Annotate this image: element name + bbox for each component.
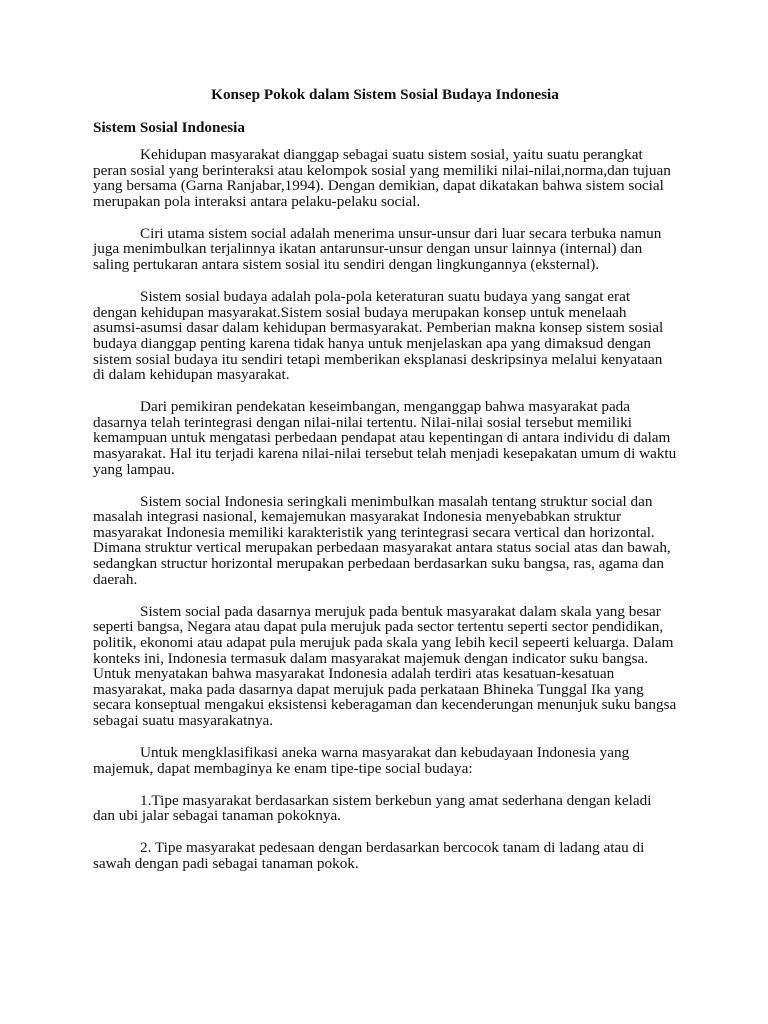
section-heading: Sistem Sosial Indonesia: [93, 119, 245, 136]
list-item-paragraph: 1.Tipe masyarakat berdasarkan sistem berkebun yang amat sederhana dengan keladi dan ubi jalar sebagai tanaman pokoknya.: [93, 791, 652, 825]
paragraph: Kehidupan masyarakat dianggap sebagai suatu sistem sosial, yaitu suatu perangkat peran sosial yang berinteraksi atau kelompok sosial yang memiliki nilai-nilai,norma,dan tujuan yang bersama (Garna Ranjabar,1994). Dengan demikian, dapat dikatakan bahwa sistem social merupakan pola interaksi antara pelaku-pelaku social.: [93, 146, 671, 210]
paragraph: Ciri utama sistem social adalah menerima unsur-unsur dari luar secara terbuka namun juga menimbulkan terjalinnya ikatan antarunsur-unsur dengan unsur lainnya (internal) dan saling pertukaran antara sistem sosial itu sendiri dengan lingkungannya (eksternal).: [93, 224, 662, 274]
paragraph: Sistem social Indonesia seringkali menimbulkan masalah tentang struktur social dan masalah integrasi nasional, kemajemukan masyarakat Indonesia menyebabkan struktur masyarakat Indonesia memiliki karakteristik yang terintegrasi secara vertical dan horizontal. Dimana struktur vertical merupakan perbedaan masyarakat antara status social atas dan bawah, sedangkan structur horizontal merupakan perbedaan berdasarkan suku bangsa, ras, agama dan daerah.: [93, 492, 671, 588]
paragraph: Sistem social pada dasarnya merujuk pada bentuk masyarakat dalam skala yang besar seperti bangsa, Negara atau dapat pula merujuk pada sector tertentu seperti sector pendidikan, politik, ekonomi atau adapat pula merujuk pada skala yang lebih kecil sepeerti keluarga. Dalam konteks ini, Indonesia termasuk dalam masyarakat majemuk dengan indicator suku bangsa. Untuk menyatakan bahwa masyarakat Indonesia adalah terdiri atas kesatuan-kesatuan masyarakat, maka pada dasarnya dapat merujuk pada perkataan Bhineka Tunggal Ika yang secara konseptual mengakui eksistensi keberagaman dan kecenderungan menunjuk suku bangsa sebagai suatu masyarakatnya.: [93, 602, 677, 729]
paragraph: Sistem sosial budaya adalah pola-pola keteraturan suatu budaya yang sangat erat dengan kehidupan masyarakat.Sistem sosial budaya merupakan konsep untuk menelaah asumsi-asumsi dasar dalam kehidupan bermasyarakat. Pemberian makna konsep sistem sosial budaya dianggap penting karena tidak hanya untuk menjelaskan apa yang dimaksud dengan sistem sosial budaya itu sendiri tetapi memberikan eksplanasi deskripsinya melalui kenyataan di dalam kehidupan masyarakat.: [93, 288, 664, 384]
list-item-paragraph: 2. Tipe masyarakat pedesaan dengan berdasarkan bercocok tanam di ladang atau di sawah dengan padi sebagai tanaman pokok.: [93, 839, 645, 872]
paragraph: Dari pemikiran pendekatan keseimbangan, menganggap bahwa masyarakat pada dasarnya telah terintegrasi dengan nilai-nilai tertentu. Nilai-nilai sosial tersebut memiliki kemampuan untuk mengatasi perbedaan pendapat atau kepentingan di antara individu di dalam masyarakat. Hal itu terjadi karena nilai-nilai tersebut telah menjadi kesepakatan umum di waktu yang lampau.: [93, 398, 677, 478]
document-body: [93, 86, 677, 872]
document-title: Konsep Pokok dalam Sistem Sosial Budaya Indonesia: [211, 86, 559, 103]
paragraph: Untuk mengklasifikasi aneka warna masyarakat dan kebudayaan Indonesia yang majemuk, dapat membaginya ke enam tipe-tipe social budaya:: [93, 744, 630, 777]
